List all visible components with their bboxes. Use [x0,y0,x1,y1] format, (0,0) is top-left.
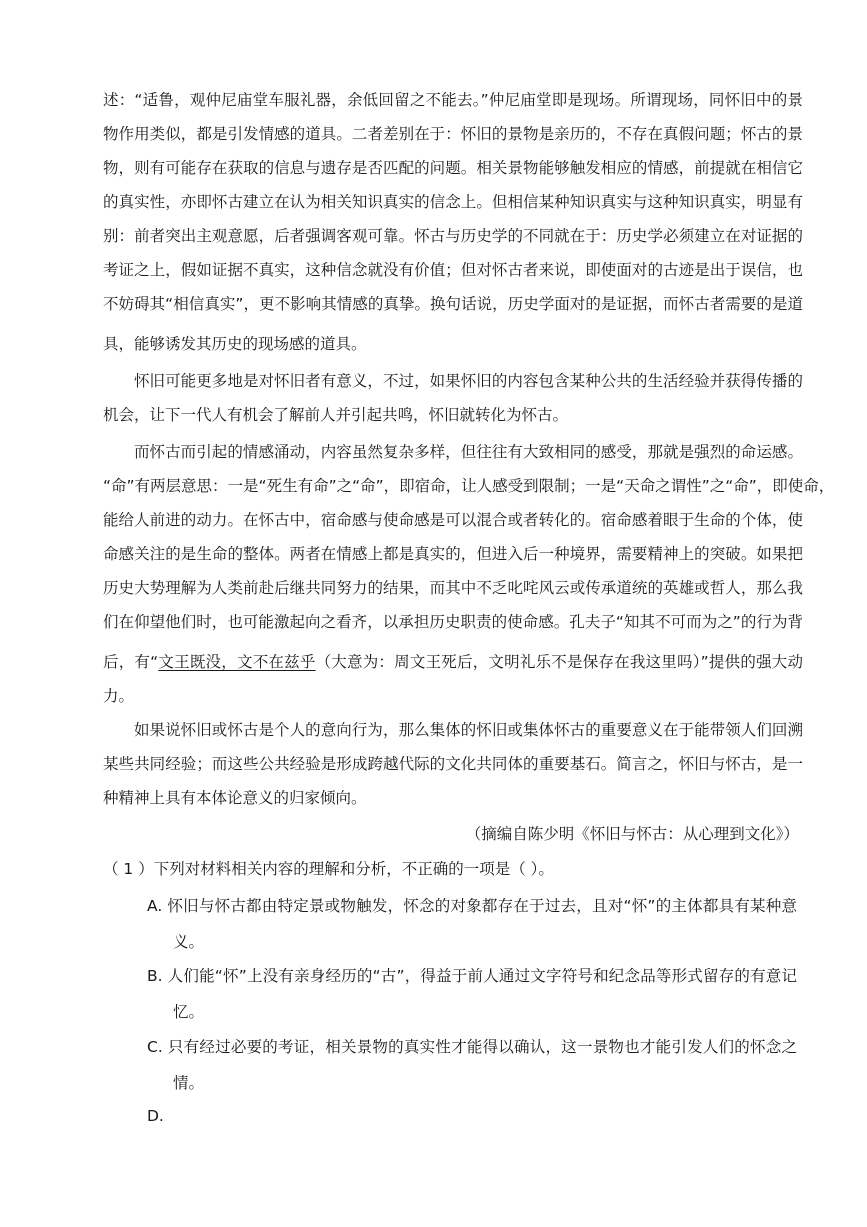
paragraph-3-line-7 [103,652,803,672]
paragraph-4-line-3: 种精神上具有本体论意义的归家倾向。 [103,789,367,807]
paragraph-2-line-1: 怀旧可能更多地是对怀旧者有意义，不过，如果怀旧的内容包含某种公共的生活经验并获得传播的 [134,372,803,390]
paragraph-3-line-1: 而怀古而引起的情感涌动，内容虽然复杂多样，但往往有大致相同的感受，那就是强烈的命运感。 [134,443,803,461]
paragraph-4-line-1: 如果说怀旧或怀古是个人的意向行为，那么集体的怀旧或集体怀古的重要意义在于能带领人们回溯 [134,721,803,739]
paragraph-1-line-6: 考证之上，假如证据不真实，这种信念就没有价值；但对怀古者来说，即使面对的古迹是出于误信，也 [103,261,803,279]
paragraph-2-line-2: 机会，让下一代人有机会了解前人并引起共鸣，怀旧就转化为怀古。 [103,406,569,424]
paragraph-3-line-5: 历史大势理解为人类前赴后继共同努力的结果，而其中不乏叱咤风云或传承道统的英雄或哲人，那么我 [103,579,803,597]
paragraph-1-line-3: 物，则有可能存在获取的信息与遗存是否匹配的问题。相关景物能够触发相应的情感，前提就在相信它 [103,159,803,177]
question-stem: （ 1 ）下列对材料相关内容的理解和分析，不正确的一项是（ ）。 [103,860,554,878]
paragraph-1-line-8: 具，能够诱发其历史的现场感的道具。 [103,335,367,353]
paragraph-1-line-4: 的真实性，亦即怀古建立在认为相关知识真实的信念上。但相信某种知识真实与这种知识真实，明显有 [103,193,803,211]
paragraph-1-line-7: 不妨碍其“相信真实”，更不影响其情感的真挚。换句话说，历史学面对的是证据，而怀古者需要的是道 [103,295,803,313]
option-b-line-1: B. 人们能“怀”上没有亲身经历的“古”，得益于前人通过文字符号和纪念品等形式留存的有意记 [147,967,797,985]
option-a-line-2: 义。 [173,933,205,951]
line-7-suffix: （大意为：周文王死后，文明礼乐不是保存在我这里吗）”提供的强大动 [315,653,803,671]
option-a-line-1: A. 怀旧与怀古都由特定景或物触发，怀念的对象都存在于过去，且对“怀”的主体都具有某种意 [147,897,797,915]
paragraph-1-line-5: 别：前者突出主观意愿，后者强调客观可靠。怀古与历史学的不同就在于：历史学必须建立在对证据的 [103,227,803,245]
paragraph-3-line-8: 力。 [103,687,135,705]
option-d-line-1: D. [147,1107,164,1125]
underlined-quote: 文王既没，文不在兹乎 [158,653,316,671]
option-c-line-1: C. 只有经过必要的考证，相关景物的真实性才能得以确认，这一景物也才能引发人们的怀念之 [147,1038,797,1056]
paragraph-3-line-4: 命感关注的是生命的整体。两者在情感上都是真实的，但进入后一种境界，需要精神上的突破。如果把 [103,545,803,563]
paragraph-1-line-1: 述：“适鲁，观仲尼庙堂车服礼器，余低回留之不能去。”仲尼庙堂即是现场。所谓现场，同怀旧中的景 [103,91,803,109]
paragraph-3-line-6: 们在仰望他们时，也可能激起向之看齐，以承担历史职责的使命感。孔夫子“知其不可而为之”的行为背 [103,613,803,631]
line-7-prefix: 后，有“ [103,653,159,671]
paragraph-3-line-2: “命”有两层意思：一是“死生有命”之“命”，即宿命，让人感受到限制；一是“天命之谓性”之“命”，即使命， [103,477,835,495]
paragraph-3-line-3: 能给人前进的动力。在怀古中，宿命感与使命感是可以混合或者转化的。宿命感着眼于生命的个体，使 [103,511,803,529]
source-citation: （摘编自陈少明《怀旧与怀古：从心理到文化》） [465,825,799,843]
paragraph-1-line-2: 物作用类似，都是引发情感的道具。二者差别在于：怀旧的景物是亲历的，不存在真假问题；怀古的景 [103,125,803,143]
option-c-line-2: 情。 [173,1074,205,1092]
option-b-line-2: 忆。 [173,1003,205,1021]
paragraph-4-line-2: 某些共同经验；而这些公共经验是形成跨越代际的文化共同体的重要基石。简言之，怀旧与怀古，是一 [103,755,803,773]
